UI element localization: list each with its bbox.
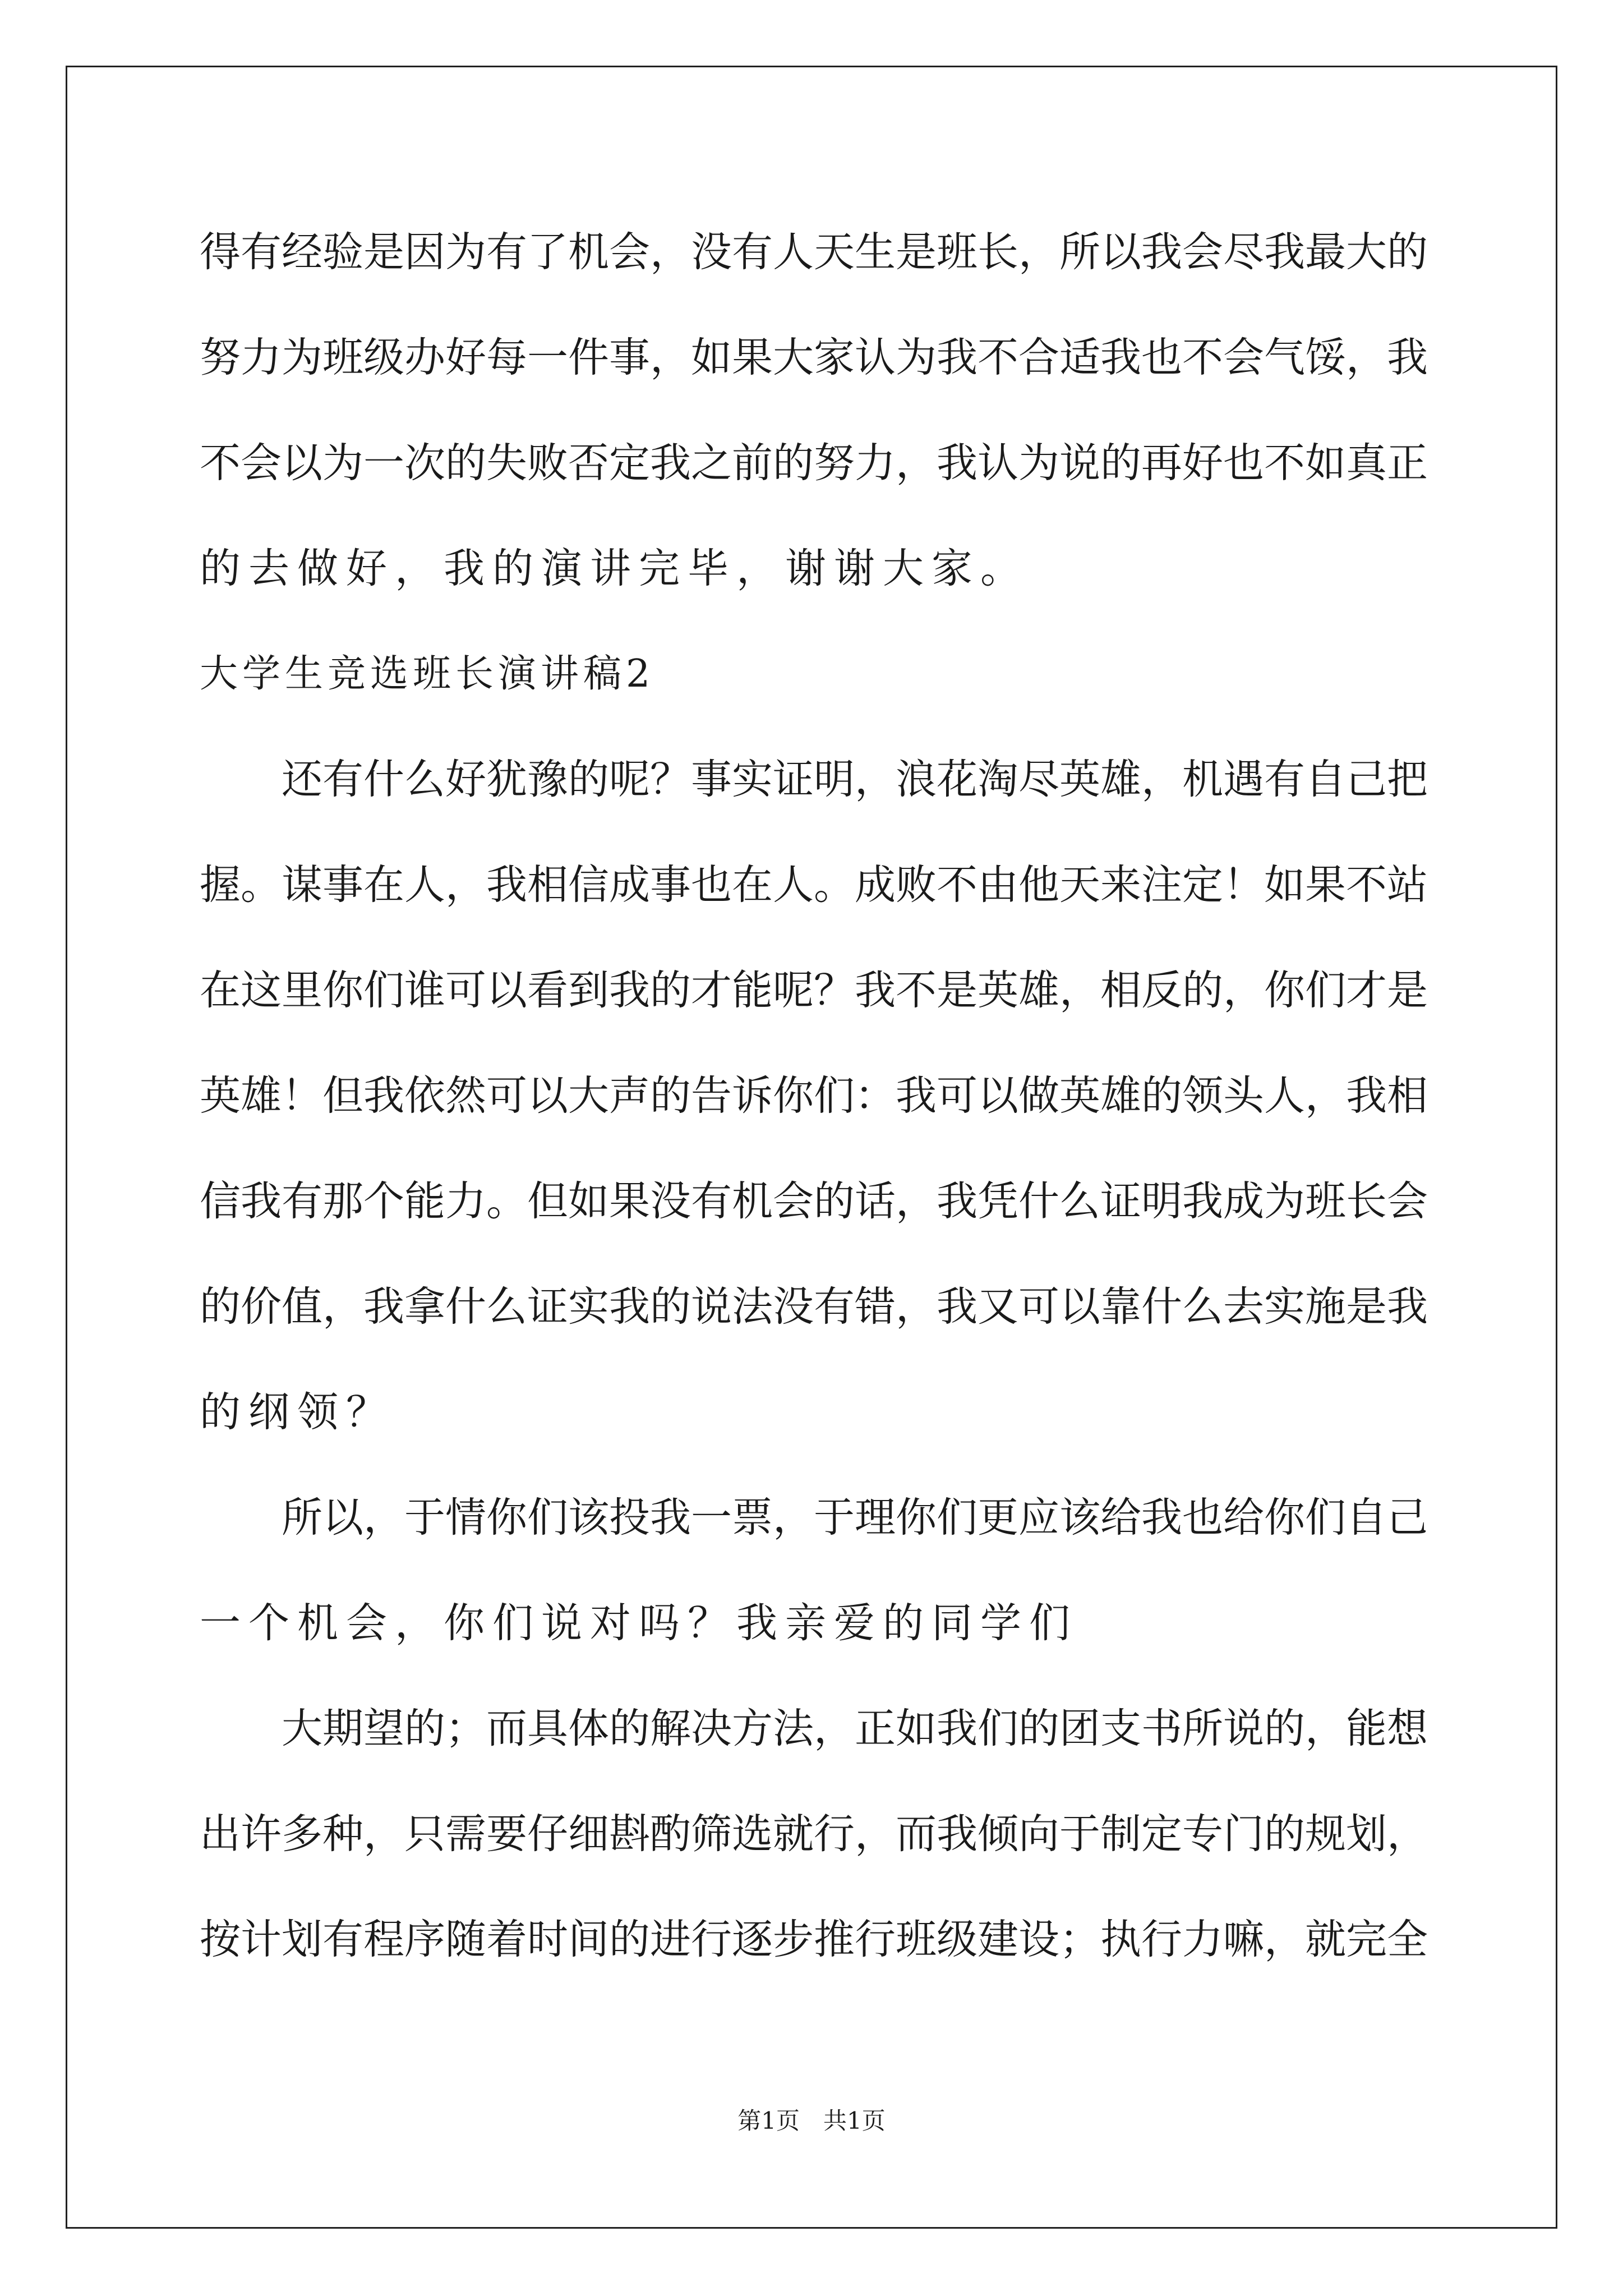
page-footer: 第1页 共1页 (737, 2107, 886, 2134)
page-border (66, 66, 1557, 2229)
paragraph-2-line-5: 信我有那个能力。但如果没有机会的话，我凭什么证明我成为班长会 (200, 1177, 1428, 1225)
paragraph-1-line-2: 努力为班级办好每一件事，如果大家认为我不合适我也不会气馁，我 (200, 334, 1428, 381)
paragraph-4-line-1: 大期望的；而具体的解决方法，正如我们的团支书所说的，能想 (200, 1705, 1428, 1752)
paragraph-3-line-1: 所以，于情你们该投我一票，于理你们更应该给我也给你们自己 (200, 1494, 1428, 1542)
paragraph-1-line-3: 不会以为一次的失败否定我之前的努力，我认为说的再好也不如真正 (200, 439, 1428, 487)
paragraph-2-line-4: 英雄！但我依然可以大声的告诉你们：我可以做英雄的领头人，我相 (200, 1072, 1428, 1120)
section-heading: 大学生竞选班长演讲稿2 (200, 652, 655, 696)
paragraph-4-line-2: 出许多种，只需要仔细斟酌筛选就行，而我倾向于制定专门的规划， (200, 1810, 1428, 1858)
paragraph-2-line-6: 的价值，我拿什么证实我的说法没有错，我又可以靠什么去实施是我 (200, 1283, 1428, 1331)
paragraph-2-line-7: 的纲领？ (200, 1388, 395, 1436)
paragraph-2-line-3: 在这里你们谁可以看到我的才能呢？我不是英雄，相反的，你们才是 (200, 967, 1428, 1014)
paragraph-4-line-3: 按计划有程序随着时间的进行逐步推行班级建设；执行力嘛，就完全 (200, 1916, 1428, 1963)
paragraph-1-line-4: 的去做好，我的演讲完毕，谢谢大家。 (200, 545, 1029, 592)
paragraph-2-line-2: 握。谋事在人，我相信成事也在人。成败不由他天来注定！如果不站 (200, 861, 1428, 909)
paragraph-1-line-1: 得有经验是因为有了机会，没有人天生是班长，所以我会尽我最大的 (200, 228, 1428, 276)
paragraph-3-line-2: 一个机会，你们说对吗？我亲爱的同学们 (200, 1599, 1078, 1647)
paragraph-2-line-1: 还有什么好犹豫的呢？事实证明，浪花淘尽英雄，机遇有自己把 (200, 756, 1428, 803)
